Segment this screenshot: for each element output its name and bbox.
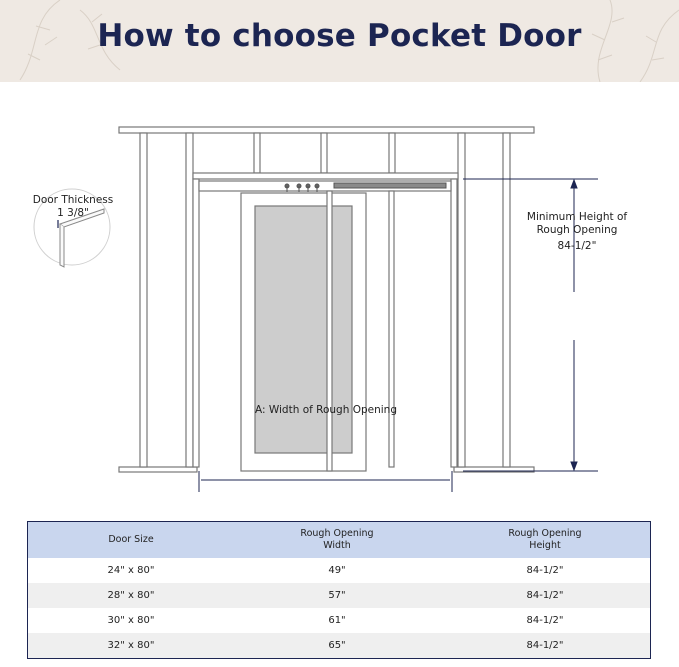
cell-door-size: 32" x 80" <box>28 633 235 659</box>
cell-height: 84-1/2" <box>440 608 651 633</box>
cripple-stud <box>254 133 260 173</box>
cell-width: 57" <box>234 583 440 608</box>
top-plate <box>119 127 534 133</box>
min-height-line1: Minimum Height of <box>526 211 628 223</box>
door-thickness-title: Door Thickness <box>32 194 114 206</box>
rough-opening-table <box>27 521 651 659</box>
cell-width: 65" <box>234 633 440 659</box>
cell-width: 61" <box>234 608 440 633</box>
table-row <box>28 608 651 633</box>
header-rough-opening-width <box>234 522 440 559</box>
stud-left-outer <box>140 133 147 467</box>
cell-width: 49" <box>234 558 440 583</box>
cell-height: 84-1/2" <box>440 633 651 659</box>
jamb-left <box>193 179 199 467</box>
cripple-stud <box>389 133 395 173</box>
pocket-door-frame-diagram <box>0 82 679 512</box>
cripple-stud <box>321 133 327 173</box>
header-door-size <box>28 522 235 559</box>
width-of-rough-opening-label: A: Width of Rough Opening <box>254 404 398 416</box>
header-width-line2: Width <box>323 540 351 551</box>
width-dimension-line <box>199 471 452 492</box>
header-door-size-text: Door Size <box>108 534 154 545</box>
header-height-line2: Height <box>529 540 561 551</box>
jamb-right <box>451 179 457 467</box>
table-row <box>28 558 651 583</box>
min-height-label <box>512 211 642 253</box>
table-header-row <box>28 522 651 559</box>
door-thickness-label <box>18 194 128 220</box>
min-height-line2: Rough Opening <box>536 224 618 236</box>
stud-right-inner <box>458 133 465 467</box>
header-height-line1: Rough Opening <box>508 528 582 539</box>
bottom-plate-left <box>119 467 197 472</box>
cell-height: 84-1/2" <box>440 558 651 583</box>
header-width-line1: Rough Opening <box>300 528 374 539</box>
header-rough-opening-height <box>440 522 651 559</box>
door-thickness-value: 1 3/8" <box>57 207 89 219</box>
split-stud <box>327 191 332 471</box>
stud-left-inner <box>186 133 193 467</box>
cell-height: 84-1/2" <box>440 583 651 608</box>
table-row <box>28 583 651 608</box>
split-stud <box>389 191 394 467</box>
table-row <box>28 633 651 659</box>
header-banner <box>0 0 679 82</box>
page-title: How to choose Pocket Door <box>97 18 582 54</box>
min-height-value: 84-1/2" <box>557 240 597 252</box>
cell-door-size: 24" x 80" <box>28 558 235 583</box>
cell-door-size: 28" x 80" <box>28 583 235 608</box>
stud-right-outer <box>503 133 510 467</box>
header-beam <box>193 173 458 179</box>
cell-door-size: 30" x 80" <box>28 608 235 633</box>
